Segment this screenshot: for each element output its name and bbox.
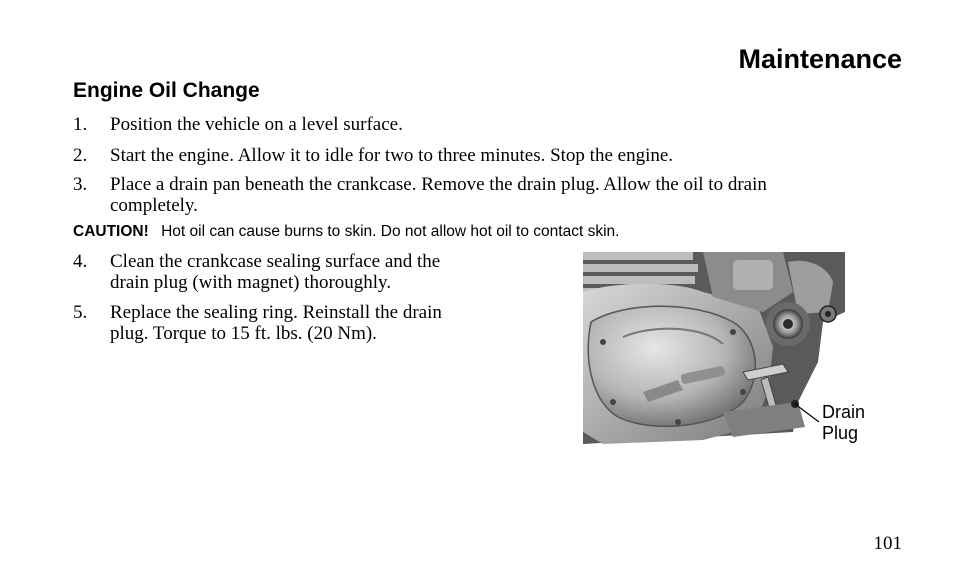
step-number: 1. [73,114,88,135]
step-number: 2. [73,145,88,166]
step-text-block [110,251,440,293]
section-title: Maintenance [738,44,902,74]
step-text-line: completely. [110,195,198,216]
step-text: Position the vehicle on a level surface. [110,114,403,135]
step-number: 3. [73,174,88,195]
page-heading: Engine Oil Change [73,79,260,102]
caution-note [73,223,619,241]
step-text-line: Replace the sealing ring. Reinstall the drain [110,302,442,323]
step-text-line: drain plug (with magnet) thoroughly. [110,272,392,293]
step-number: 5. [73,302,88,323]
step-text: Start the engine. Allow it to idle for two to three minutes. Stop the engine. [110,145,674,166]
callout-line: Plug [822,423,859,443]
engine-photo [583,252,845,444]
page-number: 101 [873,533,902,554]
step-text-line: Clean the crankcase sealing surface and the [110,251,441,272]
step-number: 4. [73,251,88,272]
step-text-block [110,174,767,216]
caution-label: CAUTION! [73,223,149,240]
step-text-line: Place a drain pan beneath the crankcase. Remove the drain plug. Allow the oil to drain [110,174,767,195]
caution-text: Hot oil can cause burns to skin. Do not allow hot oil to contact skin. [161,223,620,240]
step-text-block [110,302,442,344]
callout-line: Drain [822,402,866,422]
step-text-line: plug. Torque to 15 ft. lbs. (20 Nm). [110,323,377,344]
drain-plug-callout [822,402,865,444]
